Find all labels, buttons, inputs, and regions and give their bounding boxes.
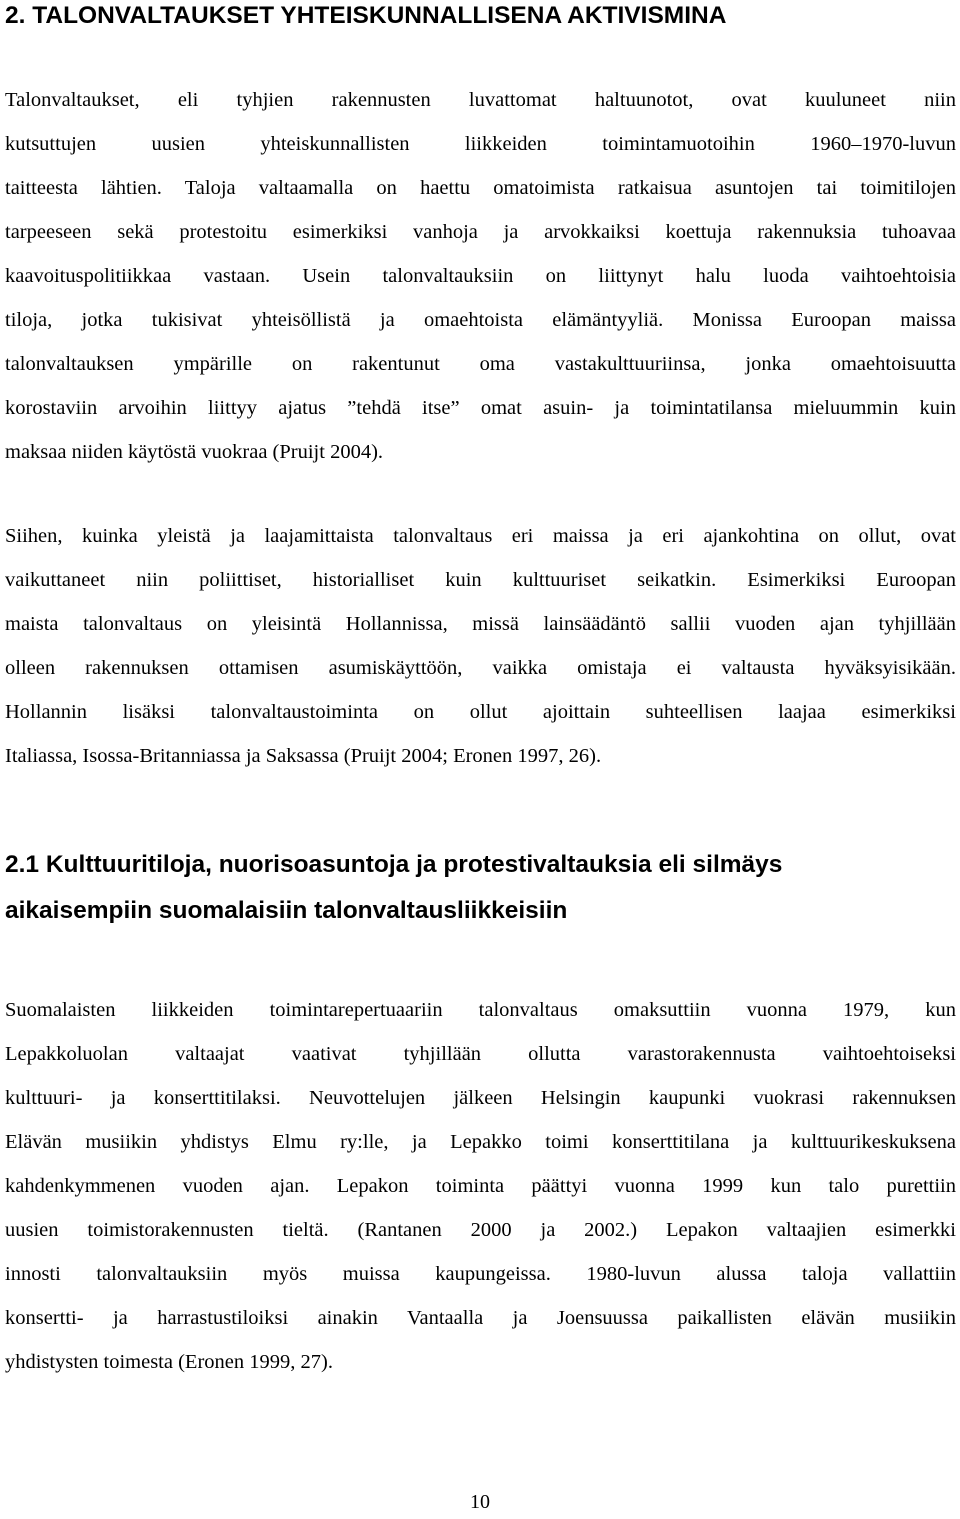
text-line: innosti talonvaltauksiin myös muissa kaupungeissa. 1980-luvun alussa taloja vallattiin [5,1263,956,1285]
text-line: korostaviin arvoihin liittyy ajatus ”tehdä itse” omat asuin- ja toimintatilansa mieluummin kuin [5,397,956,419]
text-line: tiloja, jotka tukisivat yhteisöllistä ja omaehtoista elämäntyyliä. Monissa Euroopan maissa [5,309,956,331]
text-line: konsertti- ja harrastustiloiksi ainakin Vantaalla ja Joensuussa paikallisten elävän musiikin [5,1307,956,1329]
section-heading-line: 2.1 Kulttuuritiloja, nuorisoasuntoja ja protestivaltauksia eli silmäys [5,851,783,878]
text-line: talonvaltauksen ympärille on rakentunut oma vastakulttuuriinsa, jonka omaehtoisuutta [5,353,956,375]
text-line: maista talonvaltaus on yleisintä Hollannissa, missä lainsäädäntö sallii vuoden ajan tyhjillään [5,613,956,635]
text-line: maksaa niiden käytöstä vuokraa (Pruijt 2004). [5,441,384,463]
text-line: Hollannin lisäksi talonvaltaustoiminta on ollut ajoittain suhteellisen laajaa esimerkiksi [5,701,956,723]
paragraph-3 [5,988,956,1384]
text-line: taitteesta lähtien. Taloja valtaamalla on haettu omatoimista ratkaisua asuntojen tai toimitilojen [5,177,956,199]
section-heading-line: aikaisempiin suomalaisiin talonvaltausliikkeisiin [5,897,568,924]
text-line: kutsuttujen uusien yhteiskunnallisten liikkeiden toimintamuotoihin 1960–1970-luvun [5,133,956,155]
text-line: olleen rakennuksen ottamisen asumiskäyttöön, vaikka omistaja ei valtausta hyväksyisikään. [5,657,956,679]
text-line: Talonvaltaukset, eli tyhjien rakennusten luvattomat haltuunotot, ovat kuuluneet niin [5,89,956,111]
text-line: uusien toimistorakennusten tieltä. (Rantanen 2000 ja 2002.) Lepakon valtaajien esimerkki [5,1219,956,1241]
text-line: tarpeeseen sekä protestoitu esimerkiksi vanhoja ja arvokkaiksi koettuja rakennuksia tuhoavaa [5,221,956,243]
chapter-heading: 2. TALONVALTAUKSET YHTEISKUNNALLISENA AKTIVISMINA [5,2,727,29]
paragraph-2 [5,514,956,778]
text-line: Lepakkoluolan valtaajat vaativat tyhjillään ollutta varastorakennusta vaihtoehtoiseksi [5,1043,956,1065]
text-line: vaikuttaneet niin poliittiset, historialliset kuin kulttuuriset seikatkin. Esimerkiksi Euroopan [5,569,956,591]
text-line: Italiassa, Isossa-Britanniassa ja Saksassa (Pruijt 2004; Eronen 1997, 26). [5,745,602,767]
text-line: Suomalaisten liikkeiden toimintarepertuaariin talonvaltaus omaksuttiin vuonna 1979, kun [5,999,956,1021]
page-number: 10 [470,1491,490,1513]
text-line: kahdenkymmenen vuoden ajan. Lepakon toiminta päättyi vuonna 1999 kun talo purettiin [5,1175,956,1197]
text-line: kaavoituspolitiikkaa vastaan. Usein talonvaltauksiin on liittynyt halu luoda vaihtoehtoisia [5,265,956,287]
paragraph-1 [5,78,956,474]
text-line: yhdistysten toimesta (Eronen 1999, 27). [5,1351,333,1373]
text-line: Elävän musiikin yhdistys Elmu ry:lle, ja Lepakko toimi konserttitilana ja kulttuurikeskuksena [5,1131,956,1153]
text-line: Siihen, kuinka yleistä ja laajamittaista talonvaltaus eri maissa ja eri ajankohtina on ollut, ovat [5,525,956,547]
section-heading [5,842,782,934]
text-line: kulttuuri- ja konserttitilaksi. Neuvottelujen jälkeen Helsingin kaupunki vuokrasi rakennuksen [5,1087,956,1109]
